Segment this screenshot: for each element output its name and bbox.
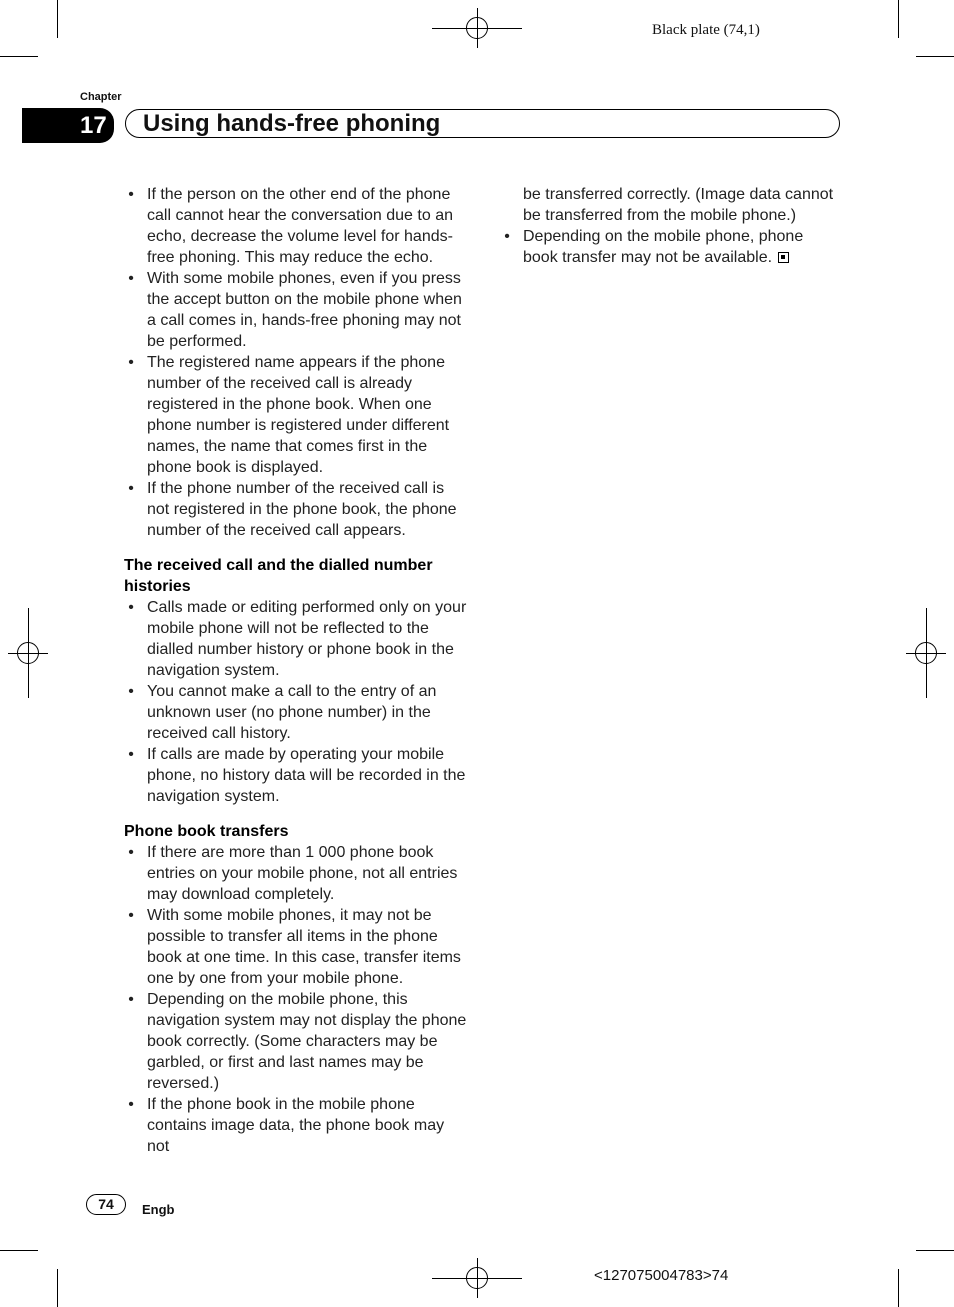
- list-item: • You cannot make a call to the entry of an unknown user (no phone number) in the received call history.: [124, 681, 469, 744]
- chapter-title: Using hands-free phoning: [143, 110, 441, 137]
- crop-mark: [0, 56, 38, 57]
- bullet-icon: •: [128, 354, 134, 371]
- list-item: • With some mobile phones, it may not be possible to transfer all items in the phone book at one time. In this case, transfer items one by one from your mobile phone.: [124, 905, 469, 989]
- registration-circle: [915, 642, 937, 664]
- document-code: <127075004783>74: [594, 1267, 729, 1284]
- crop-mark: [898, 1269, 899, 1307]
- language-label: Engb: [142, 1202, 175, 1217]
- crop-mark: [57, 1269, 58, 1307]
- bullet-icon: •: [128, 1096, 134, 1113]
- intro-bullet-list: [124, 184, 469, 541]
- list-item: • Depending on the mobile phone, phone book transfer may not be available.: [500, 226, 840, 268]
- list-item: • If the person on the other end of the phone call cannot hear the conversation due to an echo, decrease the volume level for hands-free phoning. This may reduce the echo.: [124, 184, 469, 268]
- list-item: • Calls made or editing performed only on your mobile phone will not be reflected to the dialled number history or phone book in the navigation system.: [124, 597, 469, 681]
- registration-circle: [466, 1267, 488, 1289]
- chapter-number-tab: [22, 108, 114, 143]
- transfers-bullet-list: [124, 842, 469, 1157]
- list-item: • If calls are made by operating your mobile phone, no history data will be recorded in the navigation system.: [124, 744, 469, 807]
- list-item: • Depending on the mobile phone, this navigation system may not display the phone book correctly. (Some characters may be garbled, or first and last names may be reversed.): [124, 989, 469, 1094]
- left-column: [124, 184, 469, 1157]
- list-item: • If there are more than 1 000 phone book entries on your mobile phone, not all entries may download completely.: [124, 842, 469, 905]
- right-bullet-list: [500, 226, 840, 268]
- bullet-icon: •: [128, 270, 134, 287]
- bullet-icon: •: [504, 228, 510, 245]
- chapter-number: 17: [80, 112, 107, 139]
- list-item: • The registered name appears if the phone number of the received call is already registered in the phone book. When one phone number is registered under different names, the name that comes first in the phone book is displayed.: [124, 352, 469, 478]
- right-column: [500, 184, 840, 268]
- bullet-icon: •: [128, 599, 134, 616]
- crop-mark: [57, 0, 58, 38]
- bullet-icon: •: [128, 844, 134, 861]
- bullet-icon: •: [128, 186, 134, 203]
- list-item: • If the phone book in the mobile phone contains image data, the phone book may not: [124, 1094, 469, 1157]
- crop-mark: [916, 1250, 954, 1251]
- crop-mark: [916, 56, 954, 57]
- crop-mark: [0, 1250, 38, 1251]
- histories-bullet-list: [124, 597, 469, 807]
- plate-label: Black plate (74,1): [652, 22, 760, 38]
- bullet-icon: •: [128, 480, 134, 497]
- list-item: • If the phone number of the received call is not registered in the phone book, the phone number of the received call appears.: [124, 478, 469, 541]
- section-heading-histories: The received call and the dialled number histories: [124, 557, 433, 595]
- bullet-icon: •: [128, 746, 134, 763]
- continued-paragraph: be transferred correctly. (Image data cannot be transferred from the mobile phone.): [523, 186, 834, 224]
- registration-circle: [17, 642, 39, 664]
- bullet-icon: •: [128, 683, 134, 700]
- section-heading-transfers: Phone book transfers: [124, 823, 289, 840]
- bullet-icon: •: [128, 991, 134, 1008]
- list-item: • With some mobile phones, even if you press the accept button on the mobile phone when a call comes in, hands-free phoning may not be performed.: [124, 268, 469, 352]
- page-number: 74: [98, 1196, 114, 1212]
- crop-mark: [898, 0, 899, 38]
- bullet-icon: •: [128, 907, 134, 924]
- end-of-section-icon: [778, 252, 789, 263]
- chapter-label: Chapter: [80, 91, 122, 103]
- page-number-badge: [86, 1194, 126, 1215]
- registration-circle: [466, 17, 488, 39]
